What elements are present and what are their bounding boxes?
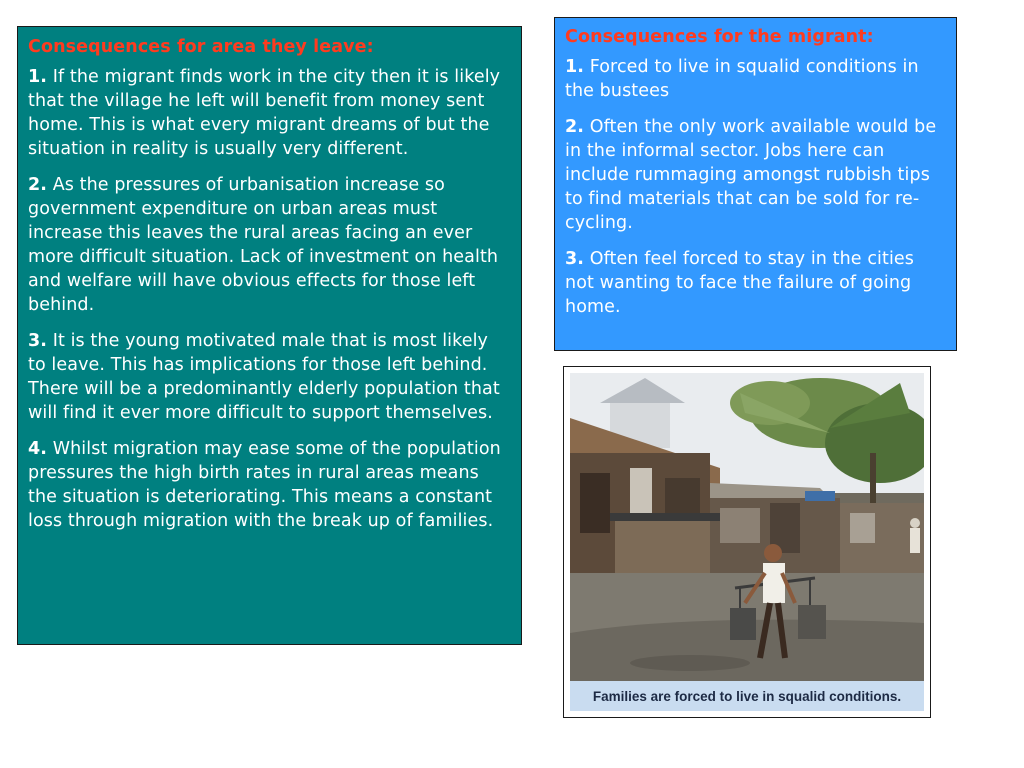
left-point-1-number: 1. bbox=[28, 67, 48, 87]
left-point-3-number: 3. bbox=[28, 331, 48, 351]
left-point-4-number: 4. bbox=[28, 439, 48, 459]
right-point-2-text: Often the only work available would be in the informal sector. Jobs here can include rummaging amongst rubbish tips to find materials that can be sold for re-cycling. bbox=[565, 117, 937, 233]
photo-caption: Families are forced to live in squalid conditions. bbox=[570, 681, 924, 711]
left-point-2-text: As the pressures of urbanisation increase so government expenditure on urban areas must increase this leaves the rural areas facing an ever more difficult situation. Lack of investment on health and welfare will have obvious effects for those left behind. bbox=[28, 175, 499, 315]
right-point-1-text: Forced to live in squalid conditions in the bustees bbox=[565, 57, 919, 101]
left-point-3-text: It is the young motivated male that is most likely to leave. This has implications for those left behind. There will be a predominantly elderly population that will find it ever more difficult to support themselves. bbox=[28, 331, 500, 423]
right-point-3 bbox=[565, 247, 946, 319]
right-point-3-number: 3. bbox=[565, 249, 585, 269]
right-point-2 bbox=[565, 115, 946, 235]
right-box-heading: Consequences for the migrant: bbox=[565, 27, 874, 47]
right-point-2-number: 2. bbox=[565, 117, 585, 137]
left-point-3 bbox=[28, 329, 511, 425]
right-point-1 bbox=[565, 55, 946, 103]
left-box-heading: Consequences for area they leave: bbox=[28, 37, 374, 57]
area-left-consequences-box bbox=[17, 26, 522, 645]
slum-photo bbox=[570, 373, 924, 711]
left-point-2-number: 2. bbox=[28, 175, 48, 195]
left-point-4 bbox=[28, 437, 511, 533]
left-point-4-text: Whilst migration may ease some of the population pressures the high birth rates in rural areas means the situation is deteriorating. This means a constant loss through migration with the break up of families. bbox=[28, 439, 501, 531]
migrant-consequences-box bbox=[554, 17, 957, 351]
left-point-1-text: If the migrant finds work in the city then it is likely that the village he left will benefit from money sent home. This is what every migrant dreams of but the situation in reality is usually very different. bbox=[28, 67, 501, 159]
right-point-1-number: 1. bbox=[565, 57, 585, 77]
left-point-1 bbox=[28, 65, 511, 161]
right-point-3-text: Often feel forced to stay in the cities not wanting to face the failure of going home. bbox=[565, 249, 915, 317]
slum-photo-frame bbox=[563, 366, 931, 718]
slum-scene-illustration bbox=[570, 373, 924, 711]
left-point-2 bbox=[28, 173, 511, 317]
